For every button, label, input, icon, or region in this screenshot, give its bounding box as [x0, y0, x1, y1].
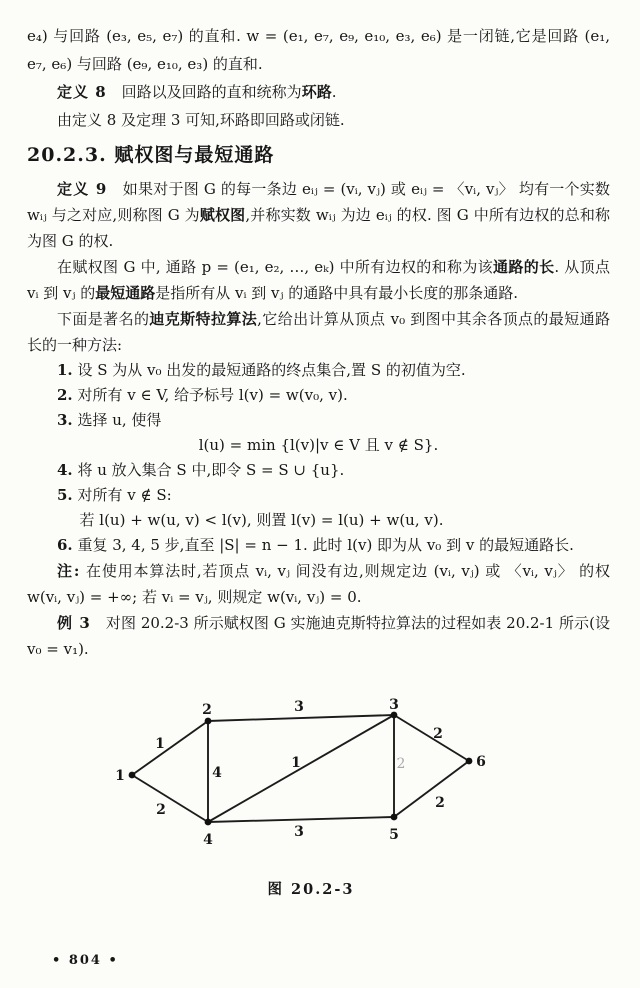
paragraph-example-3 [27, 610, 610, 662]
note-label: 注: [57, 562, 81, 580]
shortest-path-term: 最短通路 [95, 284, 156, 302]
step-3-text: 选择 u, 使得 [72, 411, 162, 429]
edge-2-3 [208, 715, 394, 721]
paragraph-definition-8 [27, 78, 610, 106]
paragraph-dijkstra-intro [27, 306, 610, 358]
step-1-number: 1. [57, 361, 73, 379]
step-4-text: 将 u 放入集合 S 中,即令 S = S ∪ {u}. [72, 461, 345, 479]
edge-5-6-weight: 2 [435, 795, 445, 811]
paragraph-definition-9 [27, 176, 610, 254]
note-example-block [27, 558, 610, 662]
step-5-number: 5. [57, 486, 73, 504]
edge-4-5-weight: 3 [294, 824, 304, 840]
vertex-6-dot [466, 758, 473, 765]
vertex-2-dot [205, 718, 212, 725]
definition-8-text: 回路以及回路的直和统称为 [106, 83, 302, 101]
path-length-term: 通路的长 [493, 258, 555, 276]
step-4-number: 4. [57, 461, 73, 479]
edge-3-4-weight: 1 [291, 755, 301, 771]
edge-2-4-weight: 4 [212, 765, 222, 781]
vertex-1-label: 1 [115, 768, 125, 784]
dijkstra-intro-text-2: ,它给出计算从顶点 v₀ 到图中其余各顶点的最短通路长的一种方法: [27, 310, 610, 354]
step-2-number: 2. [57, 386, 73, 404]
edge-1-2 [132, 721, 208, 775]
edge-3-6 [394, 715, 469, 761]
definition-8-period: . [331, 83, 337, 101]
edge-3-5-weight: 2 [396, 756, 406, 772]
step-2-text: 对所有 v ∈ V, 给予标号 l(v) = w(v₀, v). [72, 386, 348, 404]
paragraph-path-length [27, 254, 610, 306]
algorithm-step-6 [27, 533, 610, 558]
edge-2-3-weight: 3 [294, 699, 304, 715]
vertex-3-label: 3 [389, 697, 399, 713]
paragraph-note [27, 558, 610, 610]
algorithm-step-4 [27, 458, 610, 483]
definition-9-text-2: ,并称实数 wᵢⱼ 为边 eᵢⱼ 的权. 图 G 中所有边权的总和称为图 G 的权. [27, 206, 610, 250]
edge-3-6-weight: 2 [433, 726, 443, 742]
path-length-text-2: . 从顶点 vᵢ 到 vⱼ 的 [27, 258, 610, 302]
vertex-1-dot [129, 772, 136, 779]
step-3-number: 3. [57, 411, 73, 429]
dijkstra-algorithm-term: 迪克斯特拉算法 [149, 310, 258, 328]
paragraph-remark-definition-8: 由定义 8 及定理 3 可知,环路即回路或闭链. [57, 111, 345, 129]
edge-3-4 [208, 715, 394, 822]
algorithm-steps-list [27, 358, 610, 558]
definition-8-label: 定义 8 [57, 83, 107, 101]
step-1-text: 设 S 为从 v₀ 出发的最短通路的终点集合,置 S 的初值为空. [72, 361, 466, 379]
page-number: • 804 • [52, 953, 119, 968]
weighted-graph-figure [0, 672, 640, 872]
definition-9-label: 定义 9 [57, 180, 108, 198]
definition-9-block [27, 176, 610, 358]
algorithm-step-5 [27, 483, 610, 508]
example-3-text: 对图 20.2-3 所示赋权图 G 实施迪克斯特拉算法的过程如表 20.2-1 所示(设 v₀ = v₁). [27, 614, 610, 658]
vertex-5-label: 5 [389, 827, 399, 843]
vertex-4-label: 4 [203, 832, 213, 848]
step-6-text: 重复 3, 4, 5 步,直至 |S| = n − 1. 此时 l(v) 即为从 v₀ 到 v 的最短通路长. [72, 536, 574, 554]
vertex-4-dot [205, 819, 212, 826]
edge-1-4-weight: 2 [156, 802, 166, 818]
definition-9-text-1: 如果对于图 G 的每一条边 eᵢⱼ = (vᵢ, vⱼ) 或 eᵢⱼ = 〈vᵢ, vⱼ〉 均有一个实数 wᵢⱼ 与之对应,则称图 G 为 [27, 180, 610, 224]
definition-9-term: 赋权图 [199, 206, 246, 224]
paragraph-circuit-continuation: e₄) 与回路 (e₃, e₅, e₇) 的直和. w = (e₁, e₇, e₉, e₁₀, e₃, e₆) 是一闭链,它是回路 (e₁, e₇, e₆) 与回路 (e₉, e₁₀, e₃) 的直和. [27, 27, 610, 73]
path-length-text-1: 在赋权图 G 中, 通路 p = (e₁, e₂, …, eₖ) 中所有边权的和称为该 [57, 258, 494, 276]
vertex-5-dot [391, 814, 398, 821]
vertex-2-label: 2 [202, 702, 212, 718]
algorithm-step-1 [27, 358, 610, 383]
algorithm-step-2 [27, 383, 610, 408]
section-heading: 20.2.3. 赋权图与最短通路 [27, 144, 275, 166]
step-3-formula: l(u) = min {l(v)|v ∈ V 且 v ∉ S}. [198, 436, 439, 454]
vertex-6-label: 6 [476, 754, 486, 770]
dijkstra-intro-text-1: 下面是著名的 [57, 310, 150, 328]
edge-1-2-weight: 1 [155, 736, 165, 752]
algorithm-step-3 [27, 408, 610, 433]
note-text: 在使用本算法时,若顶点 vᵢ, vⱼ 间没有边,则规定边 (vᵢ, vⱼ) 或 〈vᵢ, vⱼ〉 的权 w(vᵢ, vⱼ) = +∞; 若 vᵢ = vⱼ, 则规定 w(vᵢ, vⱼ) = 0. [27, 562, 610, 606]
edge-1-4 [132, 775, 208, 822]
step-5-update-rule: 若 l(u) + w(u, v) < l(v), 则置 l(v) = l(u) + w(u, v). [79, 511, 444, 529]
example-3-label: 例 3 [57, 614, 91, 632]
edge-4-5 [208, 817, 394, 822]
step-6-number: 6. [57, 536, 73, 554]
definition-8-term: 环路 [301, 83, 332, 101]
step-5-text: 对所有 v ∉ S: [72, 486, 172, 504]
path-length-text-3: 是指所有从 vᵢ 到 vⱼ 的通路中具有最小长度的那条通路. [155, 284, 519, 302]
figure-caption: 图 20.2-3 [267, 881, 355, 898]
